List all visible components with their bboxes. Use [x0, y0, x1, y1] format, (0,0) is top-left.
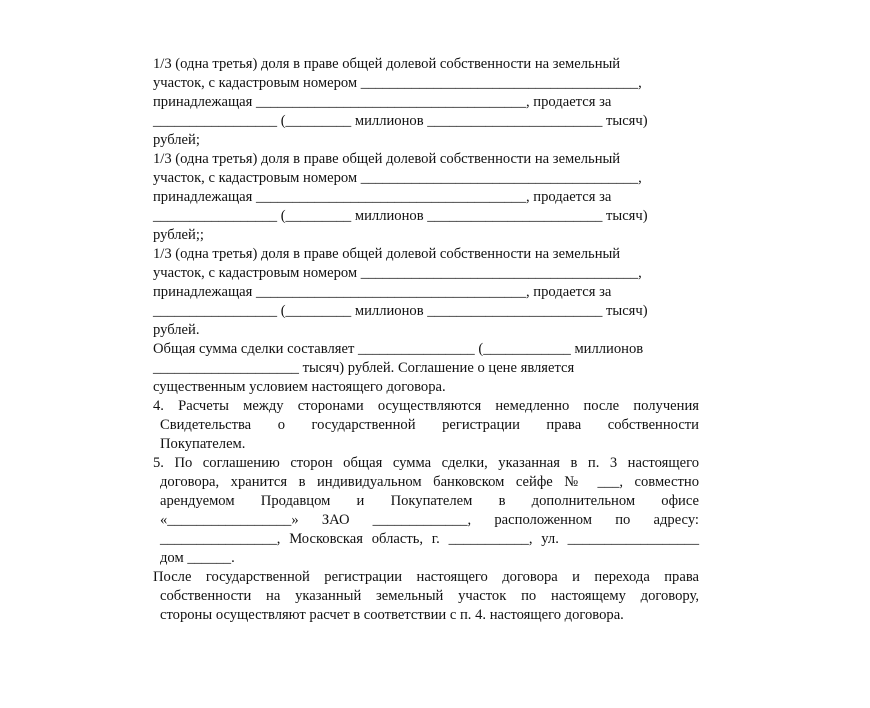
total-line-2: ____________________ тысяч) рублей. Соглашение о цене является	[153, 360, 575, 376]
clause-5-line-1: 5. По соглашению сторон общая сумма сделки, указанная в п. 3 настоящего	[153, 455, 699, 471]
share-3-line-5: рублей.	[153, 322, 200, 338]
share-2-line-2: участок, с кадастровым номером ______________________________________,	[153, 170, 642, 186]
share-1-line-3: принадлежащая _____________________________________, продается за	[153, 94, 612, 110]
clause-4-line-2: Свидетельства о государственной регистрации права собственности	[160, 417, 699, 433]
clause-5-line-4: «_________________» ЗАО _____________, расположенном по адресу:	[160, 512, 699, 528]
total-line-3: существенным условием настоящего договора.	[153, 379, 446, 395]
clause-5-line-3: арендуемом Продавцом и Покупателем в дополнительном офисе	[160, 493, 699, 509]
share-1-line-5: рублей;	[153, 132, 200, 148]
clause-5-line-5: ________________, Московская область, г. ___________, ул. __________________	[160, 531, 699, 547]
share-3-line-3: принадлежащая _____________________________________, продается за	[153, 284, 612, 300]
share-1-line-2: участок, с кадастровым номером ______________________________________,	[153, 75, 642, 91]
final-line-1: После государственной регистрации настоящего договора и перехода права	[153, 569, 699, 585]
total-line-1: Общая сумма сделки составляет ________________ (____________ миллионов	[153, 341, 644, 357]
clause-5-line-2: договора, хранится в индивидуальном банковском сейфе № ___, совместно	[160, 474, 699, 490]
share-3-line-2: участок, с кадастровым номером ______________________________________,	[153, 265, 642, 281]
share-3-line-4: _________________ (_________ миллионов ________________________ тысяч)	[153, 303, 648, 319]
share-1-line-4: _________________ (_________ миллионов ________________________ тысяч)	[153, 113, 648, 129]
share-3-line-1: 1/3 (одна третья) доля в праве общей долевой собственности на земельный	[153, 246, 621, 262]
final-line-3: стороны осуществляют расчет в соответствии с п. 4. настоящего договора.	[160, 607, 624, 623]
clause-4-line-1: 4. Расчеты между сторонами осуществляются немедленно после получения	[153, 398, 699, 414]
share-2-line-4: _________________ (_________ миллионов ________________________ тысяч)	[153, 208, 648, 224]
clause-5-line-6: дом ______.	[160, 550, 235, 566]
share-1-line-1: 1/3 (одна третья) доля в праве общей долевой собственности на земельный	[153, 56, 621, 72]
clause-4-line-3: Покупателем.	[160, 436, 246, 452]
share-2-line-5: рублей;;	[153, 227, 204, 243]
share-2-line-1: 1/3 (одна третья) доля в праве общей долевой собственности на земельный	[153, 151, 621, 167]
final-line-2: собственности на указанный земельный участок по настоящему договору,	[160, 588, 699, 604]
share-2-line-3: принадлежащая _____________________________________, продается за	[153, 189, 612, 205]
